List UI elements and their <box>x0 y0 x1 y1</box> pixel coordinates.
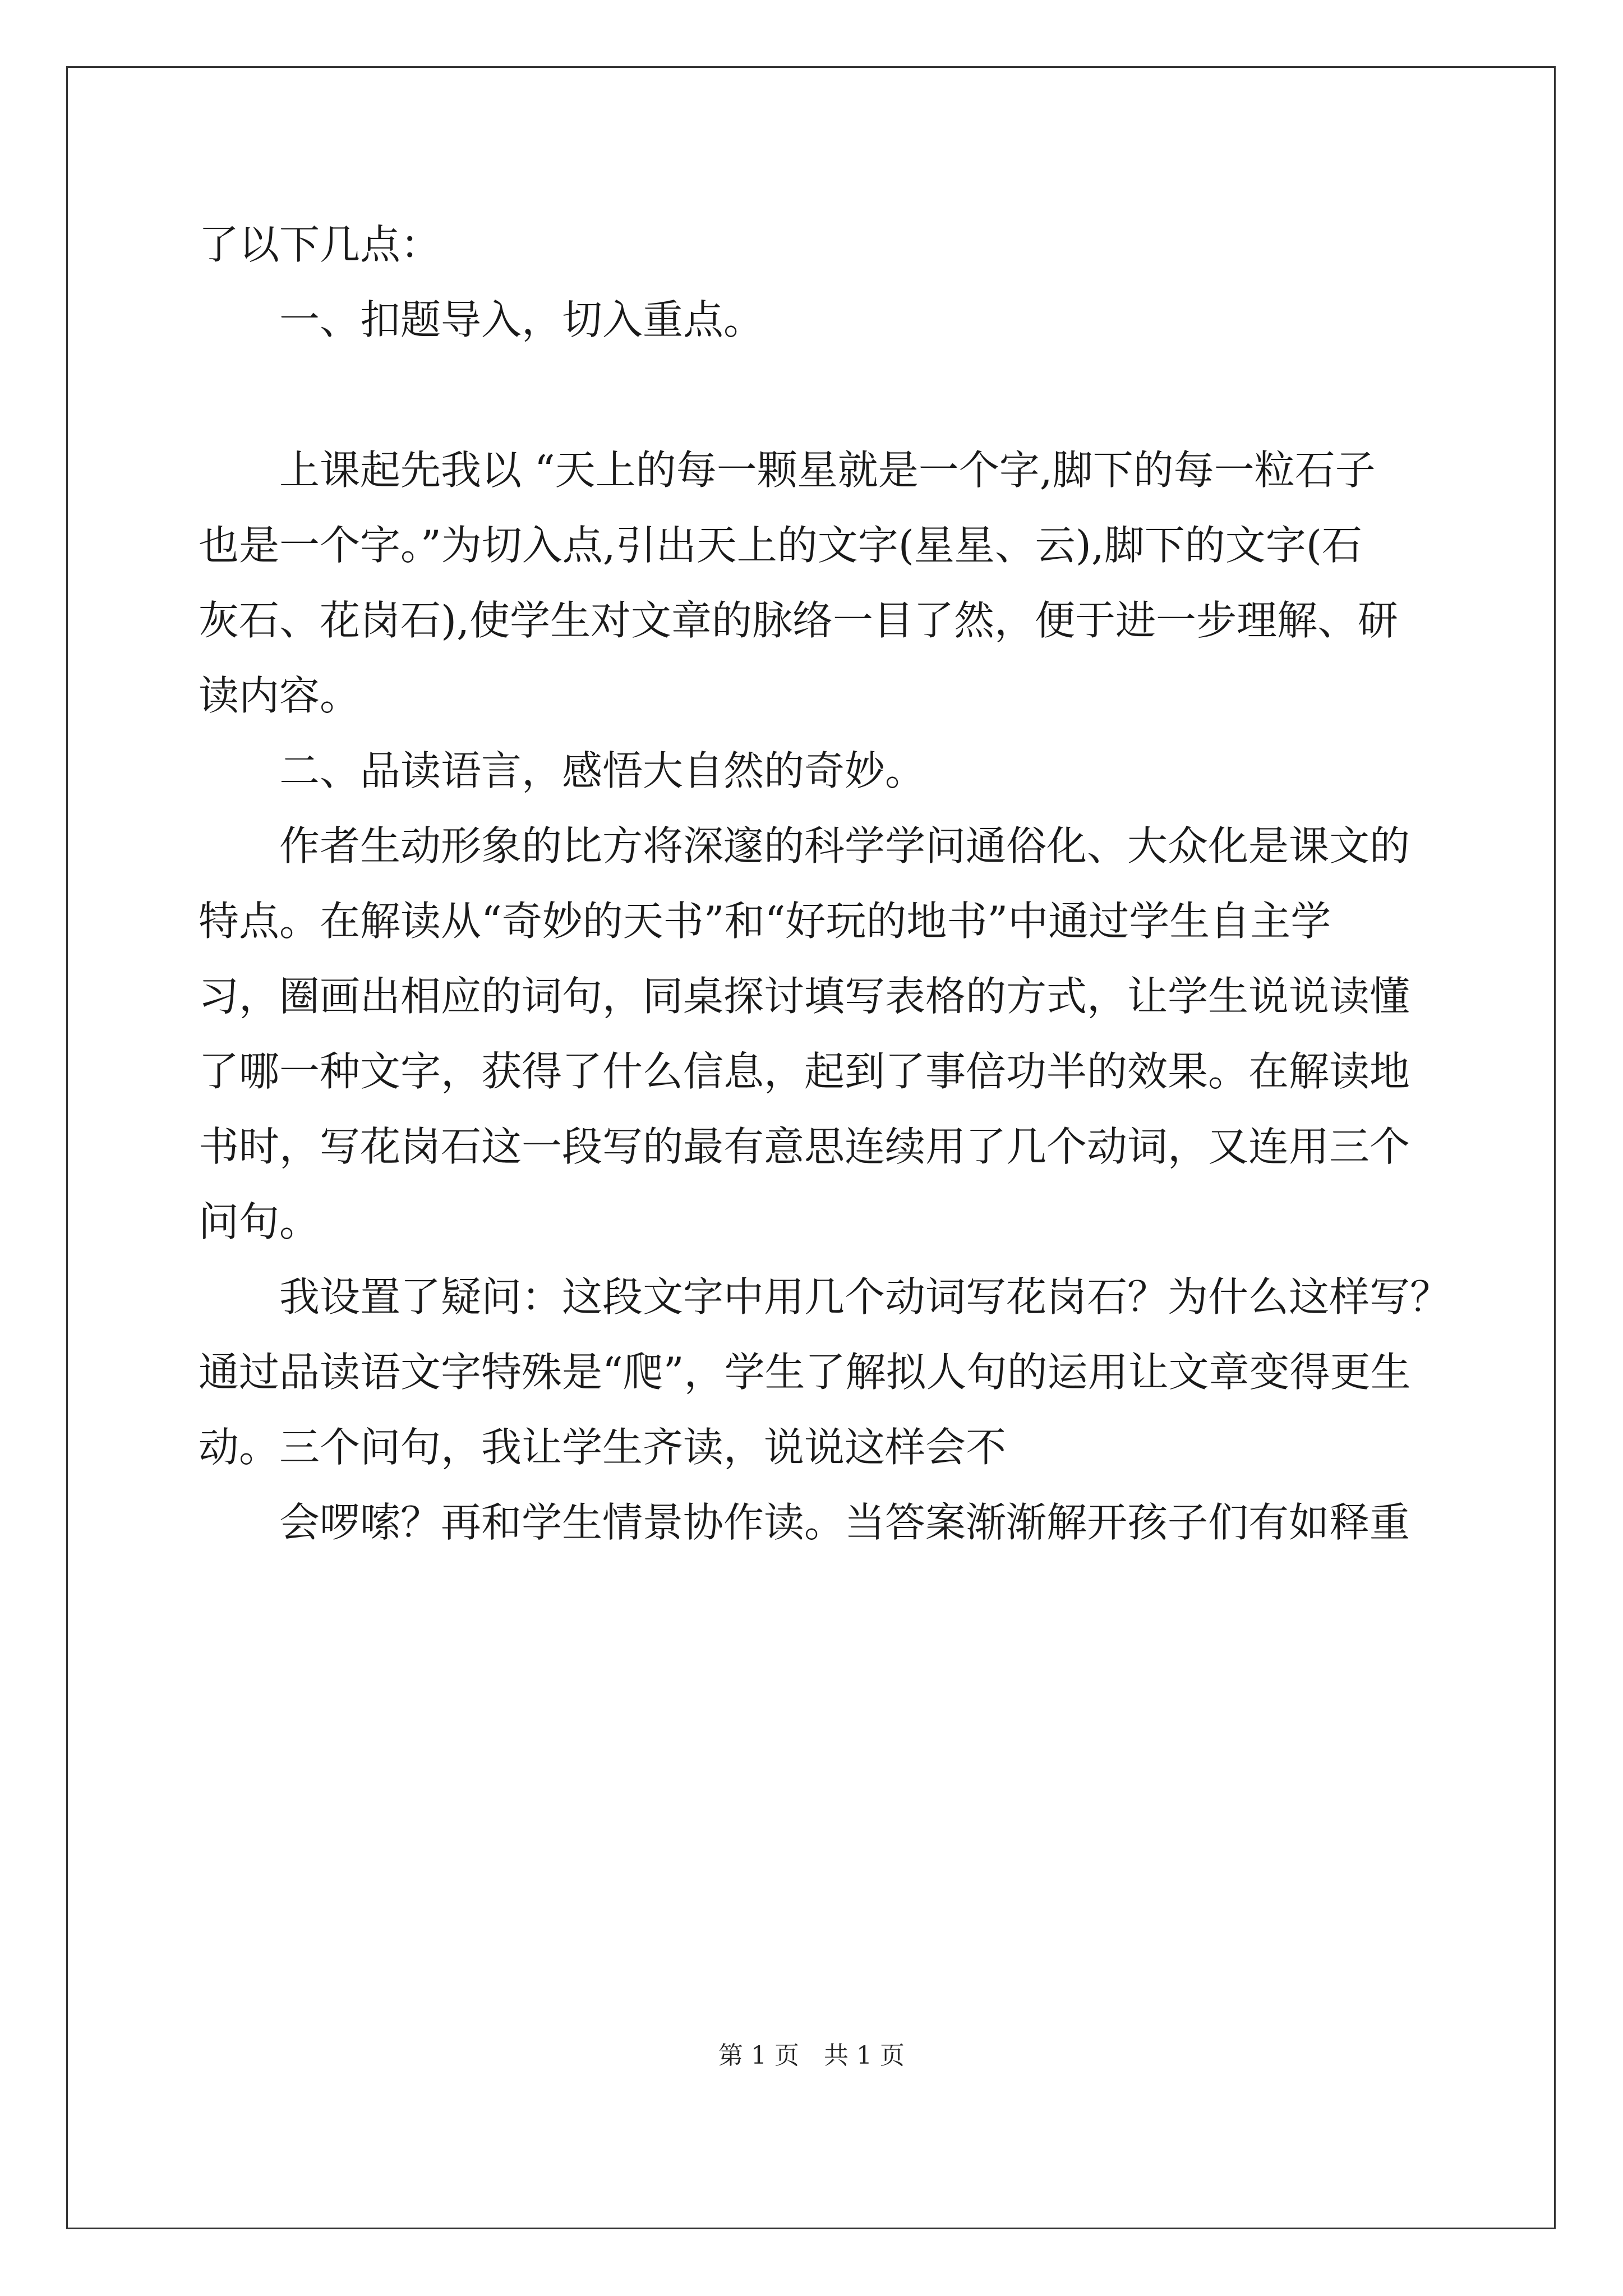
text-line: 一、扣题导入，切入重点。 <box>199 296 764 343</box>
page-footer <box>0 2042 1623 2070</box>
text-line: 也是一个字。”为切入点,引出天上的文字(星星、云),脚下的文字(石 <box>199 522 1362 569</box>
text-line: 会啰嗦？再和学生情景协作读。当答案渐渐解开孩子们有如释重 <box>199 1499 1410 1546</box>
text-line: 作者生动形象的比方将深邃的科学学问通俗化、大众化是课文的 <box>199 822 1410 869</box>
text-line: 我设置了疑问：这段文字中用几个动词写花岗石？为什么这样写？ <box>199 1273 1451 1320</box>
text-line: 灰石、花岗石),使学生对文章的脉络一目了然，便于进一步理解、研 <box>199 597 1398 644</box>
text-line: 二、品读语言，感悟大自然的奇妙。 <box>199 747 926 794</box>
text-line: 上课起先我以 “天上的每一颗星就是一个字,脚下的每一粒石子 <box>199 447 1376 494</box>
text-line: 问句。 <box>199 1198 320 1245</box>
text-line: 习，圈画出相应的词句，同桌探讨填写表格的方式，让学生说说读懂 <box>199 973 1410 1020</box>
text-line: 书时，写花岗石这一段写的最有意思连续用了几个动词，又连用三个 <box>199 1123 1410 1170</box>
page-number: 第 1 页 共 1 页 <box>718 2041 905 2070</box>
text-line: 动。三个问句，我让学生齐读，说说这样会不 <box>199 1424 1007 1471</box>
text-line: 了以下几点： <box>199 221 441 268</box>
text-line: 读内容。 <box>199 672 361 719</box>
text-line: 了哪一种文字，获得了什么信息，起到了事倍功半的效果。在解读地 <box>199 1048 1410 1095</box>
text-line: 通过品读语文字特殊是“爬”，学生了解拟人句的运用让文章变得更生 <box>199 1349 1411 1396</box>
text-line: 特点。在解读从“奇妙的天书”和“好玩的地书”中通过学生自主学 <box>199 898 1331 945</box>
